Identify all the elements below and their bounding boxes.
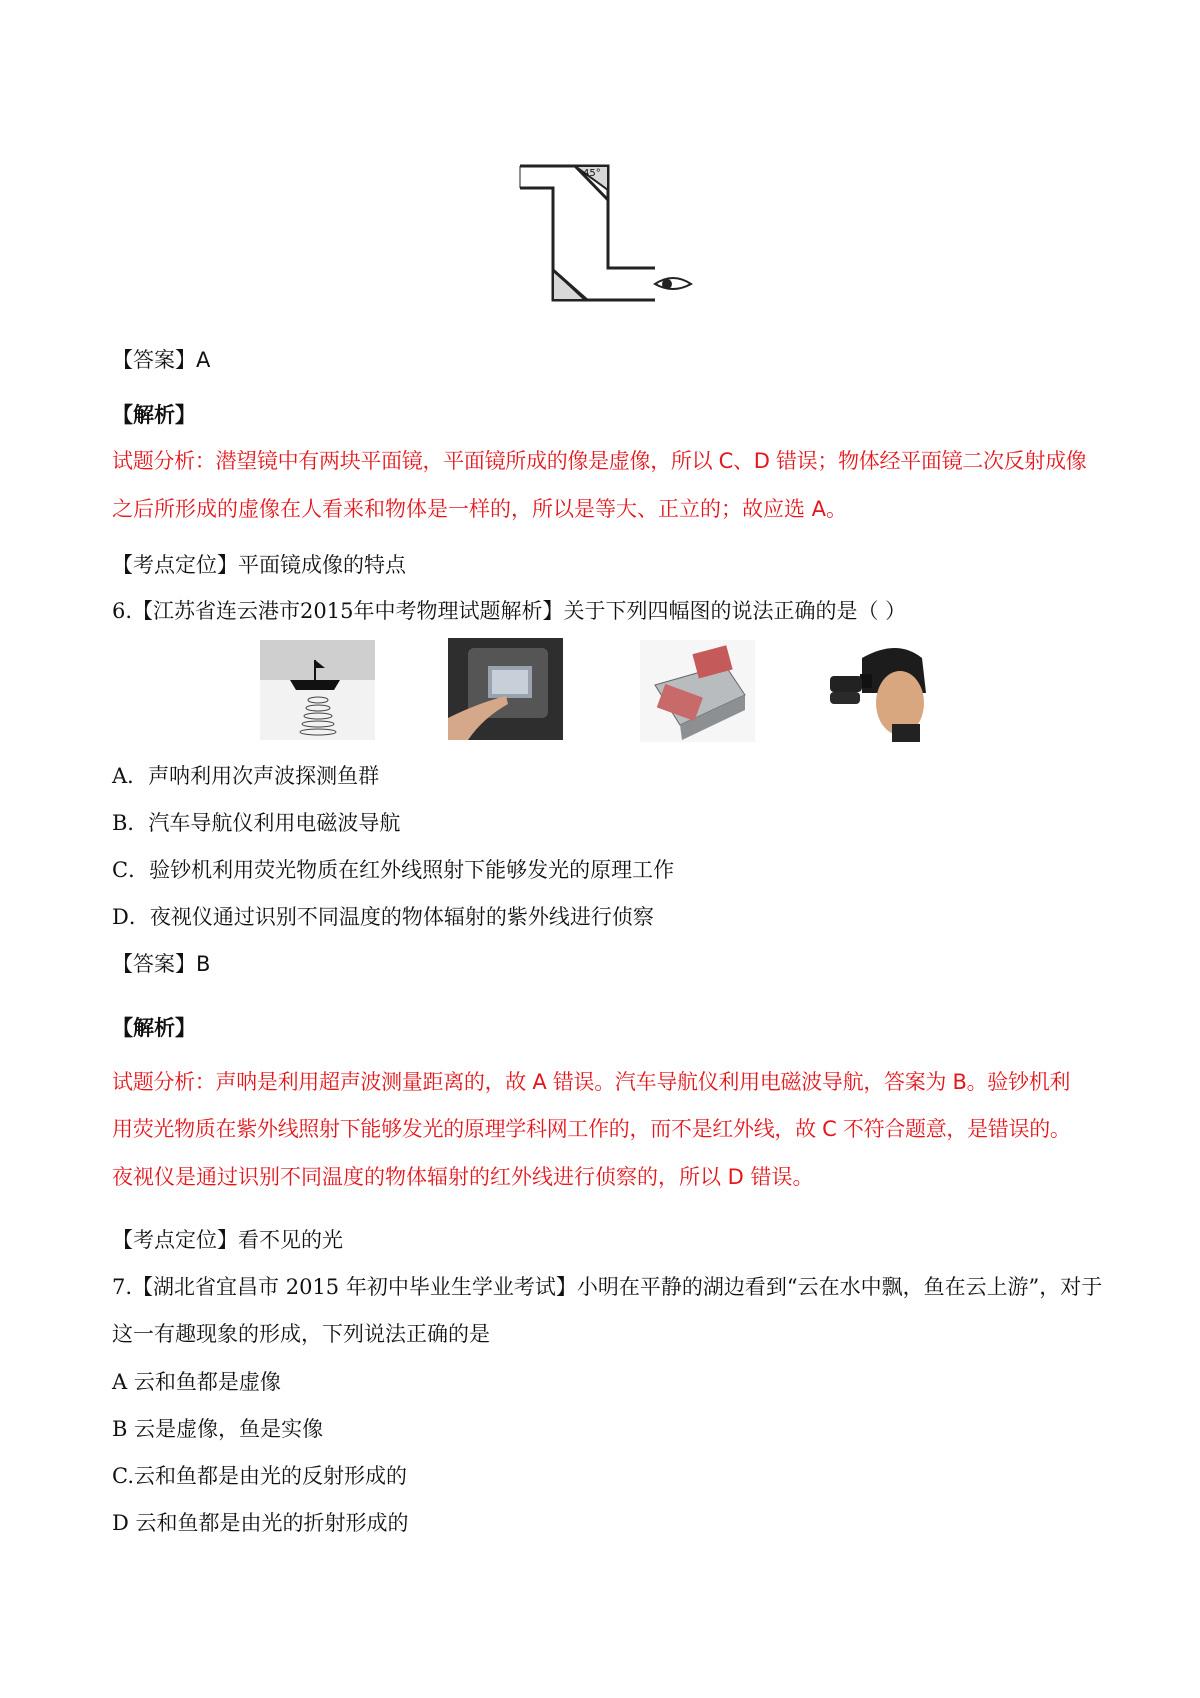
q5-answer xyxy=(112,345,210,375)
q6-analysis-line-2: 用荧光物质在紫外线照射下能够发光的原理学科网工作的，而不是红外线，故 C 不符合题意，是错误的。 xyxy=(112,1117,1071,1141)
q6-analysis-heading: 【解析】 xyxy=(112,1015,196,1040)
q5-knowledge-point xyxy=(112,550,406,580)
answer-value: B xyxy=(196,952,211,976)
q6-analysis-line-1: 试题分析：声呐是利用超声波测量距离的，故 A 错误。汽车导航仪利用电磁波导航，答案为 B。验钞机利 xyxy=(112,1070,1071,1094)
night-vision-image xyxy=(822,638,940,742)
q6-stem: 6.【江苏省连云港市2015年中考物理试题解析】关于下列四幅图的说法正确的是（ ） xyxy=(112,599,907,623)
q7-stem-line-2: 这一有趣现象的形成，下列说法正确的是 xyxy=(112,1322,490,1346)
q7-option-c: C.云和鱼都是由光的反射形成的 xyxy=(112,1464,407,1488)
answer-value: A xyxy=(196,348,211,372)
kp-prefix: 【考点定位】 xyxy=(112,553,238,577)
periscope-diagram xyxy=(515,160,705,310)
q6-answer xyxy=(112,949,210,979)
kp-prefix: 【考点定位】 xyxy=(112,1228,238,1252)
kp-value: 平面镜成像的特点 xyxy=(238,553,406,577)
answer-prefix: 【答案】 xyxy=(112,952,196,976)
q7-option-b: B 云是虚像，鱼是实像 xyxy=(112,1417,324,1441)
q7-stem-line-1: 7.【湖北省宜昌市 2015 年初中毕业生学业考试】小明在平静的湖边看到“云在水中飘，鱼在云上游”，对于 xyxy=(112,1275,1103,1299)
sonar-ship-image xyxy=(260,640,375,740)
q6-option-c: C．验钞机利用荧光物质在红外线照射下能够发光的原理工作 xyxy=(112,858,675,882)
q6-option-d: D．夜视仪通过识别不同温度的物体辐射的紫外线进行侦察 xyxy=(112,905,654,929)
q7-option-a: A 云和鱼都是虚像 xyxy=(112,1370,281,1394)
q7-option-d: D 云和鱼都是由光的折射形成的 xyxy=(112,1511,409,1535)
car-navigation-image xyxy=(448,638,563,740)
money-detector-image xyxy=(640,640,755,742)
q6-knowledge-point xyxy=(112,1225,343,1255)
q6-analysis-line-3: 夜视仪是通过识别不同温度的物体辐射的红外线进行侦察的，所以 D 错误。 xyxy=(112,1165,814,1189)
angle-label: 45° xyxy=(583,168,601,179)
kp-value: 看不见的光 xyxy=(238,1228,343,1252)
answer-prefix: 【答案】 xyxy=(112,348,196,372)
q6-option-a: A．声呐利用次声波探测鱼群 xyxy=(112,764,380,788)
q5-analysis-line-2: 之后所形成的虚像在人看来和物体是一样的，所以是等大、正立的；故应选 A。 xyxy=(112,497,848,521)
q5-analysis-heading: 【解析】 xyxy=(112,402,196,427)
q5-analysis-line-1: 试题分析：潜望镜中有两块平面镜，平面镜所成的像是虚像，所以 C、D 错误；物体经平面镜二次反射成像 xyxy=(112,449,1087,473)
periscope-figure xyxy=(515,160,705,310)
q6-option-b: B．汽车导航仪利用电磁波导航 xyxy=(112,811,401,835)
